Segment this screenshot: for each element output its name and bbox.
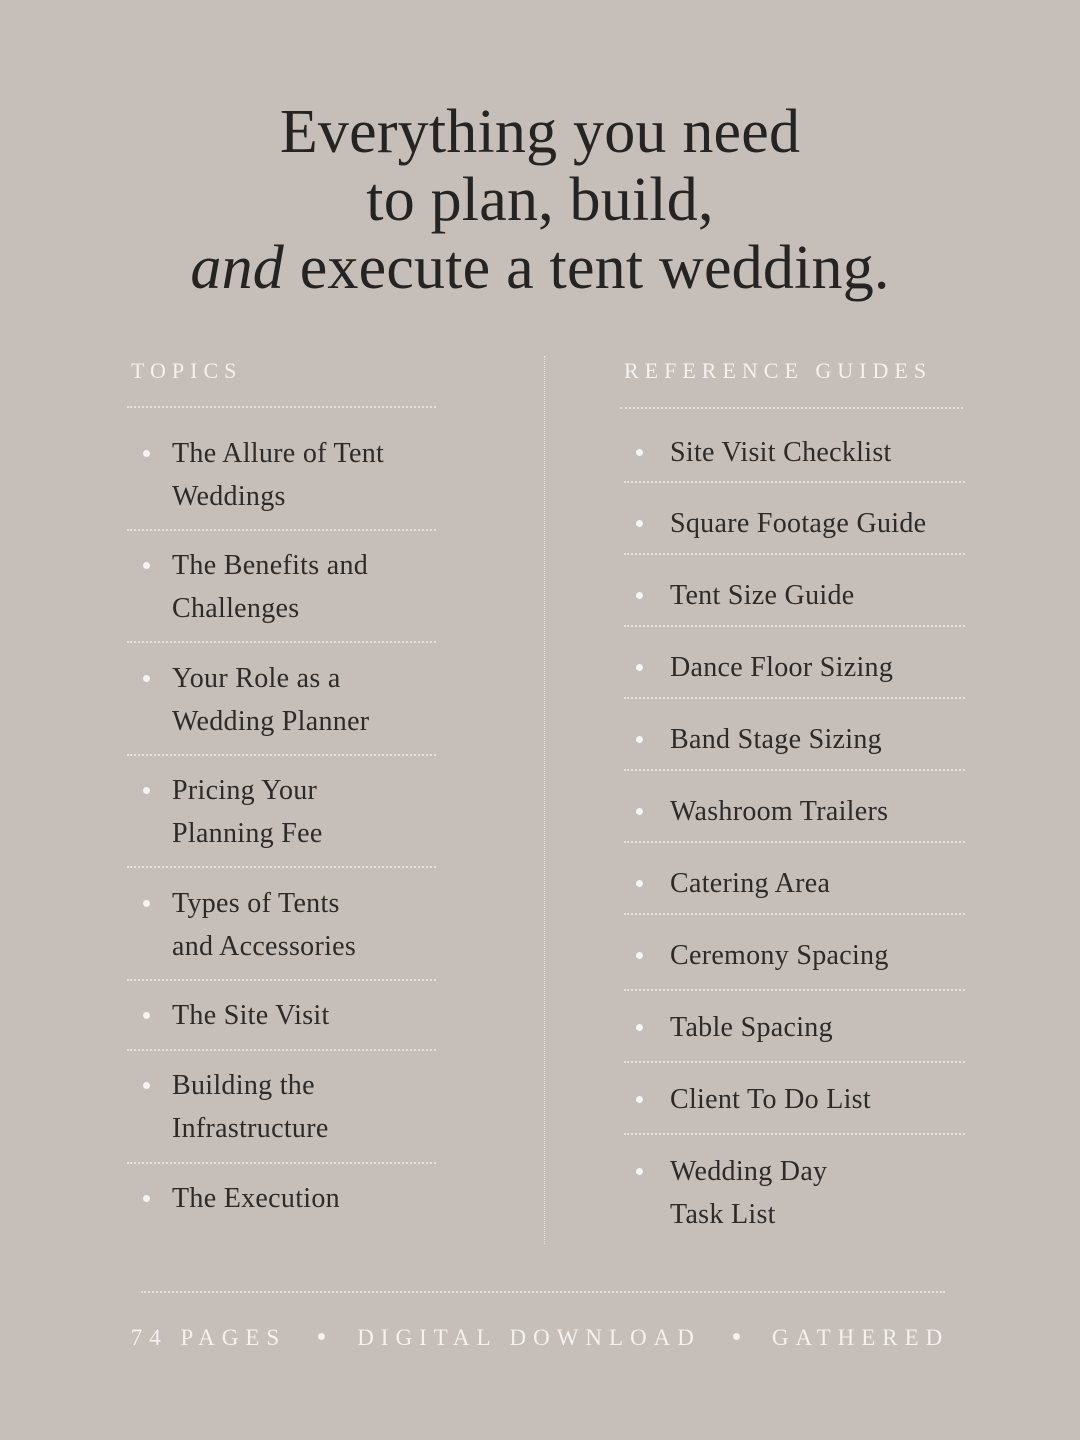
bullet-icon	[143, 562, 150, 569]
guide-item	[670, 718, 970, 761]
bullet-icon	[636, 1024, 643, 1031]
topics-divider	[127, 1162, 436, 1164]
headline-line-3-rest: execute a tent wedding.	[284, 234, 890, 302]
topic-item-label: Building the Infrastructure	[172, 1070, 329, 1144]
footer-brand: GATHERED	[771, 1325, 950, 1350]
topic-item-label: The Benefits and Challenges	[172, 550, 369, 624]
guide-item-label: Ceremony Spacing	[670, 940, 889, 971]
bullet-icon	[636, 808, 643, 815]
reference-guides-heading: REFERENCE GUIDES	[624, 358, 933, 383]
guide-item	[670, 1006, 970, 1049]
guide-item	[670, 502, 970, 545]
topics-divider	[127, 529, 436, 531]
bullet-icon	[143, 787, 150, 794]
topic-item	[172, 994, 436, 1037]
topics-divider	[127, 754, 436, 756]
headline	[0, 98, 1080, 302]
bullet-icon	[143, 450, 150, 457]
guides-divider	[624, 989, 965, 991]
bullet-icon	[636, 1096, 643, 1103]
guides-divider	[624, 1061, 965, 1063]
guides-divider	[624, 913, 965, 915]
topics-heading: TOPICS	[131, 358, 243, 383]
guides-divider	[624, 553, 965, 555]
guide-item	[670, 574, 970, 617]
bullet-icon	[636, 1168, 643, 1175]
column-divider	[544, 356, 545, 1244]
guide-item-label: Client To Do List	[670, 1084, 871, 1115]
bullet-icon	[143, 900, 150, 907]
bullet-icon	[143, 675, 150, 682]
footer-format: DIGITAL DOWNLOAD	[357, 1325, 701, 1350]
bullet-icon	[636, 449, 643, 456]
topics-divider	[127, 406, 436, 408]
guide-item-label: Square Footage Guide	[670, 508, 927, 539]
bullet-separator-icon	[733, 1333, 740, 1340]
guides-divider	[624, 769, 965, 771]
topic-item	[172, 1064, 436, 1150]
bullet-icon	[143, 1195, 150, 1202]
headline-line-3	[0, 234, 1080, 302]
guide-item	[670, 934, 970, 977]
guide-item-label: Site Visit Checklist	[670, 437, 892, 468]
guides-divider	[624, 481, 965, 483]
bullet-icon	[636, 520, 643, 527]
guide-item-label: Dance Floor Sizing	[670, 652, 894, 683]
topic-item-label: Pricing Your Planning Fee	[172, 775, 323, 849]
topic-item	[172, 769, 436, 855]
bullet-icon	[636, 952, 643, 959]
topic-item-label: The Execution	[172, 1183, 340, 1214]
headline-line-2: to plan, build,	[366, 166, 714, 234]
bullet-icon	[636, 592, 643, 599]
topics-divider	[127, 1049, 436, 1051]
bullet-icon	[143, 1012, 150, 1019]
bullet-icon	[636, 736, 643, 743]
topic-item-label: The Allure of Tent Weddings	[172, 438, 385, 512]
bullet-icon	[636, 664, 643, 671]
topics-divider	[127, 866, 436, 868]
topic-item	[172, 432, 436, 518]
topic-item	[172, 544, 436, 630]
guides-divider	[624, 1133, 965, 1135]
guide-item-label: Table Spacing	[670, 1012, 833, 1043]
footer-divider	[141, 1291, 945, 1293]
topic-item-label: The Site Visit	[172, 1000, 330, 1031]
guides-divider	[620, 407, 963, 409]
headline-italic-word: and	[190, 234, 284, 302]
topic-item-label: Your Role as a Wedding Planner	[172, 663, 370, 737]
guide-item	[670, 646, 970, 689]
guide-item-label: Washroom Trailers	[670, 796, 889, 827]
footer-pages: 74 PAGES	[130, 1325, 287, 1350]
guides-divider	[624, 841, 965, 843]
guide-item	[670, 790, 970, 833]
topic-item-label: Types of Tents and Accessories	[172, 888, 357, 962]
guide-item	[670, 862, 970, 905]
guides-divider	[624, 697, 965, 699]
headline-line-1: Everything you need	[279, 98, 801, 166]
guide-item-label: Tent Size Guide	[670, 580, 855, 611]
guide-item-label: Wedding Day Task List	[670, 1156, 828, 1230]
topic-item	[172, 657, 436, 743]
guides-divider	[624, 625, 965, 627]
topics-divider	[127, 641, 436, 643]
bullet-icon	[143, 1082, 150, 1089]
footer	[0, 1325, 1080, 1351]
guide-item	[670, 1078, 970, 1121]
guide-item-label: Catering Area	[670, 868, 831, 899]
bullet-separator-icon	[318, 1333, 325, 1340]
topic-item	[172, 882, 436, 968]
topics-divider	[127, 979, 436, 981]
guide-item	[670, 431, 970, 474]
topic-item	[172, 1177, 436, 1220]
guide-item-label: Band Stage Sizing	[670, 724, 882, 755]
guide-item	[670, 1150, 970, 1236]
bullet-icon	[636, 880, 643, 887]
